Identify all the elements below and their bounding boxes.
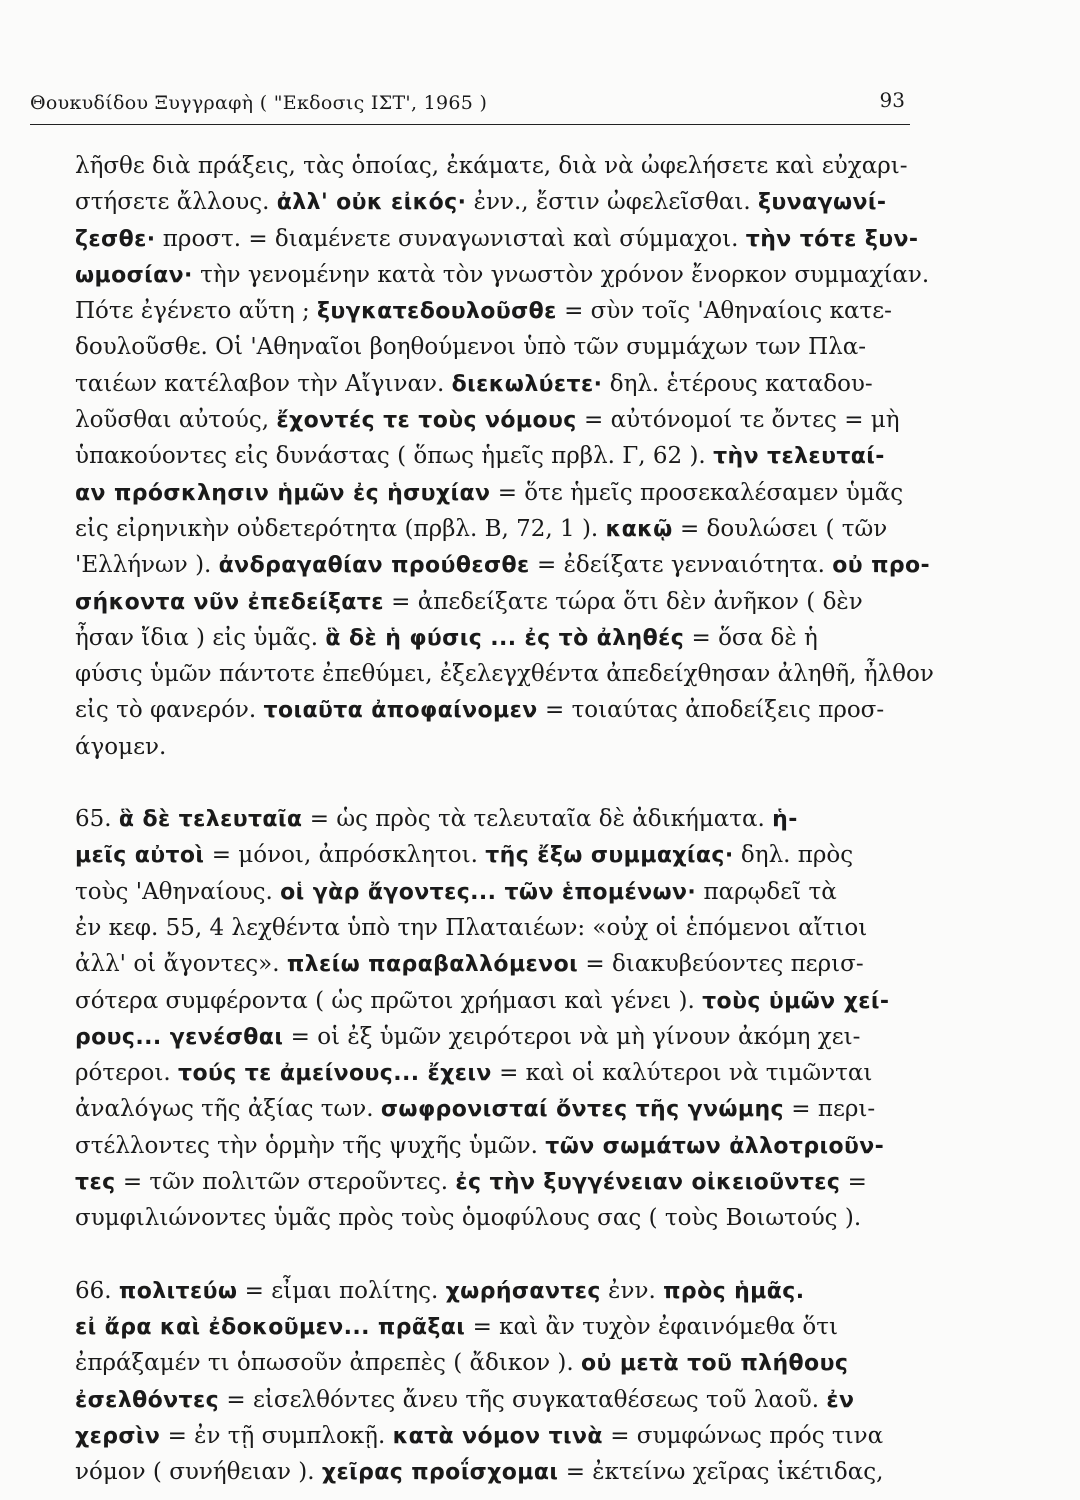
text-line xyxy=(75,438,935,474)
gloss-text: ἐν κεφ. 55, 4 λεχθέντα ὑπὸ την Πλαταιέων: «οὐχ οἱ ἑπόμενοι αἴτιοι xyxy=(75,914,868,941)
gloss-text: = ὅτε ἡμεῖς προσεκαλέσαμεν ὑμᾶς xyxy=(490,479,904,506)
gloss-text: φύσις ὑμῶν πάντοτε ἐπεθύμει, ἐξελεγχθέντα ἀπεδείχθησαν ἀληθῆ, ἦλθον xyxy=(75,661,934,688)
page-header xyxy=(30,88,910,122)
text-line xyxy=(75,184,935,220)
lemma-bold: τοὺς ὑμῶν χεί- xyxy=(702,988,890,1014)
lemma-bold: κατὰ νόμον τινὰ xyxy=(392,1423,603,1449)
lemma-bold: ωμοσίαν· xyxy=(75,262,193,288)
lemma-bold: εἰ ἄρα καὶ ἐδοκοῦμεν... πρᾶξαι xyxy=(75,1314,466,1340)
gloss-text: στέλλοντες τὴν ὁρμὴν τῆς ψυχῆς ὑμῶν. xyxy=(75,1132,546,1159)
lemma-bold: ξυναγωνί- xyxy=(758,190,887,216)
text-line xyxy=(75,547,935,583)
text-line xyxy=(75,874,935,910)
lemma-bold: ἐν xyxy=(826,1387,855,1413)
text-line xyxy=(75,329,935,365)
lemma-bold: ἐσελθόντες xyxy=(75,1387,220,1413)
page-number: 93 xyxy=(879,88,905,112)
paragraph-gap xyxy=(75,765,935,801)
text-line xyxy=(75,1345,935,1381)
text-line xyxy=(75,1019,935,1055)
gloss-text: = ὅσα δὲ ἡ xyxy=(684,624,818,651)
lemma-bold: πρὸς ἡμᾶς. xyxy=(663,1278,805,1304)
lemma-bold: ἀλλ' οὐκ εἰκός· xyxy=(276,190,467,216)
text-line xyxy=(75,402,935,438)
paragraph-66 xyxy=(75,1273,935,1491)
lemma-bold: χερσὶν xyxy=(75,1423,161,1449)
lemma-bold: σωφρονισταί ὄντες τῆς γνώμης xyxy=(380,1097,784,1123)
gloss-text: σότερα συμφέροντα ( ὡς πρῶτοι χρήμασι καὶ γένει ). xyxy=(75,987,703,1014)
text-line xyxy=(75,620,935,656)
gloss-text: ἀλλ' οἱ ἄγοντες». xyxy=(75,951,287,978)
lemma-bold: ἐς τὴν ξυγγένειαν οἰκειοῦντες xyxy=(455,1170,841,1196)
text-line xyxy=(75,511,935,547)
gloss-text: = σὺν τοῖς 'Αθηναίοις κατε- xyxy=(556,298,892,325)
text-line xyxy=(75,366,935,402)
lemma-bold: τὴν τελευταί- xyxy=(713,444,885,470)
gloss-text: λῆσθε διὰ πράξεις, τὰς ὁποίας, ἐκάματε, διὰ νὰ ὠφελήσετε καὶ εὐχαρι- xyxy=(75,153,908,179)
gloss-text: άγομεν. xyxy=(75,733,167,760)
text-line xyxy=(75,1309,935,1345)
lemma-bold: σήκοντα νῦν ἐπεδείξατε xyxy=(75,589,384,615)
text-line xyxy=(75,910,935,946)
lemma-bold: οὐ προ- xyxy=(832,553,931,579)
gloss-text: προστ. = διαμένετε συναγωνισταὶ καὶ σύμμαχοι. xyxy=(155,225,746,252)
gloss-text: λοῦσθαι αὐτούς, xyxy=(75,407,277,434)
gloss-text: συμφιλιώνοντες ὑμᾶς πρὸς τοὺς ὁμοφύλους σας ( τοὺς Βοιωτούς ). xyxy=(75,1205,862,1232)
gloss-text: τὴν γενομένην κατὰ τὸν γνωστὸν χρόνον ἔνορκον συμμαχίαν. xyxy=(192,261,930,288)
gloss-text: = δουλώσει ( τῶν xyxy=(672,515,888,542)
paragraph-gap xyxy=(75,1237,935,1273)
lemma-bold: διεκωλύετε· xyxy=(451,371,603,397)
gloss-text: = τοιαύτας ἀποδείξεις προσ- xyxy=(537,697,885,724)
lemma-bold: ἔχοντές τε τοὺς νόμους xyxy=(276,408,577,434)
gloss-text: 'Ελλήνων ). xyxy=(75,552,219,579)
gloss-text: νόμον ( συνήθειαν ). xyxy=(75,1459,322,1486)
gloss-text: δηλ. ἑτέρους καταδου- xyxy=(602,370,873,397)
paragraph-64 xyxy=(75,148,935,765)
text-line xyxy=(75,1055,935,1091)
gloss-text: = ἐκτείνω χεῖρας ἱκέτιδας, xyxy=(558,1459,884,1486)
lemma-bold: κακῷ xyxy=(605,516,673,542)
lemma-bold: ζεσθε· xyxy=(75,226,156,252)
text-line xyxy=(75,1091,935,1127)
gloss-text: παρῳδεῖ τὰ xyxy=(696,878,837,905)
gloss-text: = αὐτόνομοί τε ὄντες = μὴ xyxy=(576,407,900,434)
text-line xyxy=(75,729,935,765)
lemma-bold: οὐ μετὰ τοῦ πλήθους xyxy=(581,1351,849,1377)
gloss-text: = συμφώνως πρός τινα xyxy=(602,1422,884,1449)
lemma-bold: πλείω παραβαλλόμενοι xyxy=(286,952,579,978)
lemma-bold: τες xyxy=(75,1170,116,1196)
gloss-text: ἀναλόγως τῆς ἀξίας των. xyxy=(75,1096,381,1123)
paragraph-65 xyxy=(75,801,935,1237)
lemma-bold: ἃ δὲ ἡ φύσις ... ἐς τὸ ἀληθές xyxy=(325,625,685,651)
text-line xyxy=(75,692,935,728)
lemma-bold: μεῖς αὐτοὶ xyxy=(75,843,205,869)
gloss-text: = εἶμαι πολίτης. xyxy=(237,1277,446,1304)
text-line xyxy=(75,656,935,692)
gloss-text: ἦσαν ἴδια ) εἰς ὑμᾶς. xyxy=(75,624,326,651)
text-line xyxy=(75,1200,935,1236)
gloss-text: = περι- xyxy=(783,1096,876,1123)
text-line xyxy=(75,946,935,982)
gloss-text: = οἱ ἐξ ὑμῶν χειρότεροι νὰ μὴ γίνουν ἀκόμη χει- xyxy=(283,1023,861,1050)
lemma-bold: οἱ γὰρ ἄγοντες... τῶν ἑπομένων· xyxy=(280,879,697,905)
gloss-text: ἐνν., ἔστιν ὠφελεῖσθαι. xyxy=(466,189,759,216)
text-line xyxy=(75,1382,935,1418)
text-line xyxy=(75,1454,935,1490)
commentary-text xyxy=(75,148,935,1490)
gloss-text: εἰς εἰρηνικὴν οὐδετερότητα (πρβλ. Β, 72, 1 ). xyxy=(75,515,606,542)
gloss-text: = ἐδείξατε γενναιότητα. xyxy=(529,552,833,579)
gloss-text: = ὡς πρὸς τὰ τελευταῖα δὲ ἀδικήματα. xyxy=(302,806,773,833)
text-line xyxy=(75,257,935,293)
gloss-text: τοὺς 'Αθηναίους. xyxy=(75,878,281,905)
text-line xyxy=(75,148,935,184)
lemma-bold: πολιτεύω xyxy=(118,1278,238,1304)
gloss-text: ρότεροι. xyxy=(75,1060,179,1087)
header-rule xyxy=(30,124,910,125)
gloss-text: = ἀπεδείξατε τώρα ὅτι δὲν ἀνῆκον ( δὲν xyxy=(383,588,863,615)
gloss-text: 65. xyxy=(75,806,119,833)
gloss-text: = μόνοι, ἀπρόσκλητοι. xyxy=(204,842,486,869)
text-line xyxy=(75,1418,935,1454)
gloss-text: = τῶν πολιτῶν στεροῦντες. xyxy=(115,1169,456,1196)
text-line xyxy=(75,1128,935,1164)
text-line xyxy=(75,293,935,329)
lemma-bold: ἃ δὲ τελευταῖα xyxy=(118,807,303,833)
gloss-text: = καὶ ἂν τυχὸν ἐφαινόμεθα ὅτι xyxy=(465,1313,838,1340)
gloss-text: εἰς τὸ φανερόν. xyxy=(75,697,264,724)
text-line xyxy=(75,475,935,511)
lemma-bold: τῆς ἔξω συμμαχίας· xyxy=(485,843,734,869)
gloss-text: ὑπακούοντες εἰς δυνάστας ( ὅπως ἡμεῖς πρβλ. Γ, 62 ). xyxy=(75,443,714,470)
gloss-text: = διακυβεύοντες περισ- xyxy=(578,951,864,978)
text-line xyxy=(75,801,935,837)
text-line xyxy=(75,1164,935,1200)
lemma-bold: τοιαῦτα ἀποφαίνομεν xyxy=(263,698,538,724)
gloss-text: = εἰσελθόντες ἄνευ τῆς συγκαταθέσεως τοῦ λαοῦ. xyxy=(219,1386,827,1413)
gloss-text: = καὶ οἱ καλύτεροι νὰ τιμῶνται xyxy=(491,1060,873,1087)
text-line xyxy=(75,584,935,620)
gloss-text: ἐνν. xyxy=(600,1277,664,1304)
gloss-text: Πότε ἐγένετο αὕτη ; xyxy=(75,298,318,325)
gloss-text: ἐπράξαμέν τι ὁπωσοῦν ἀπρεπὲς ( ἄδικον ). xyxy=(75,1350,581,1377)
gloss-text: στήσετε ἄλλους. xyxy=(75,189,277,216)
lemma-bold: τούς τε ἀμείνους... ἔχειν xyxy=(178,1061,492,1087)
gloss-text: δουλοῦσθε. Οἱ 'Αθηναῖοι βοηθούμενοι ὑπὸ τῶν συμμάχων των Πλα- xyxy=(75,334,867,361)
lemma-bold: χεῖρας προΐσχομαι xyxy=(321,1460,559,1486)
gloss-text: 66. xyxy=(75,1277,119,1304)
lemma-bold: αν πρόσκλησιν ἡμῶν ἐς ἡσυχίαν xyxy=(75,480,491,506)
lemma-bold: ἡ- xyxy=(772,807,798,833)
running-head: Θουκυδίδου Ξυγγραφὴ ( "Εκδοσις ΙΣΤ', 1965 ) xyxy=(30,92,488,114)
lemma-bold: ρους... γενέσθαι xyxy=(75,1024,284,1050)
text-line xyxy=(75,983,935,1019)
lemma-bold: ἀνδραγαθίαν προύθεσθε xyxy=(218,553,530,579)
gloss-text: = ἐν τῇ συμπλοκῇ. xyxy=(160,1422,393,1449)
text-line xyxy=(75,221,935,257)
lemma-bold: χωρήσαντες xyxy=(445,1278,601,1304)
lemma-bold: τῶν σωμάτων ἀλλοτριοῦν- xyxy=(545,1133,885,1159)
lemma-bold: ξυγκατεδουλοῦσθε xyxy=(317,299,557,325)
text-line xyxy=(75,837,935,873)
gloss-text: = xyxy=(840,1169,867,1196)
lemma-bold: τὴν τότε ξυν- xyxy=(745,226,919,252)
gloss-text: δηλ. πρὸς xyxy=(733,842,854,869)
text-line xyxy=(75,1273,935,1309)
gloss-text: ταιέων κατέλαβον τὴν Αἴγιναν. xyxy=(75,370,452,397)
